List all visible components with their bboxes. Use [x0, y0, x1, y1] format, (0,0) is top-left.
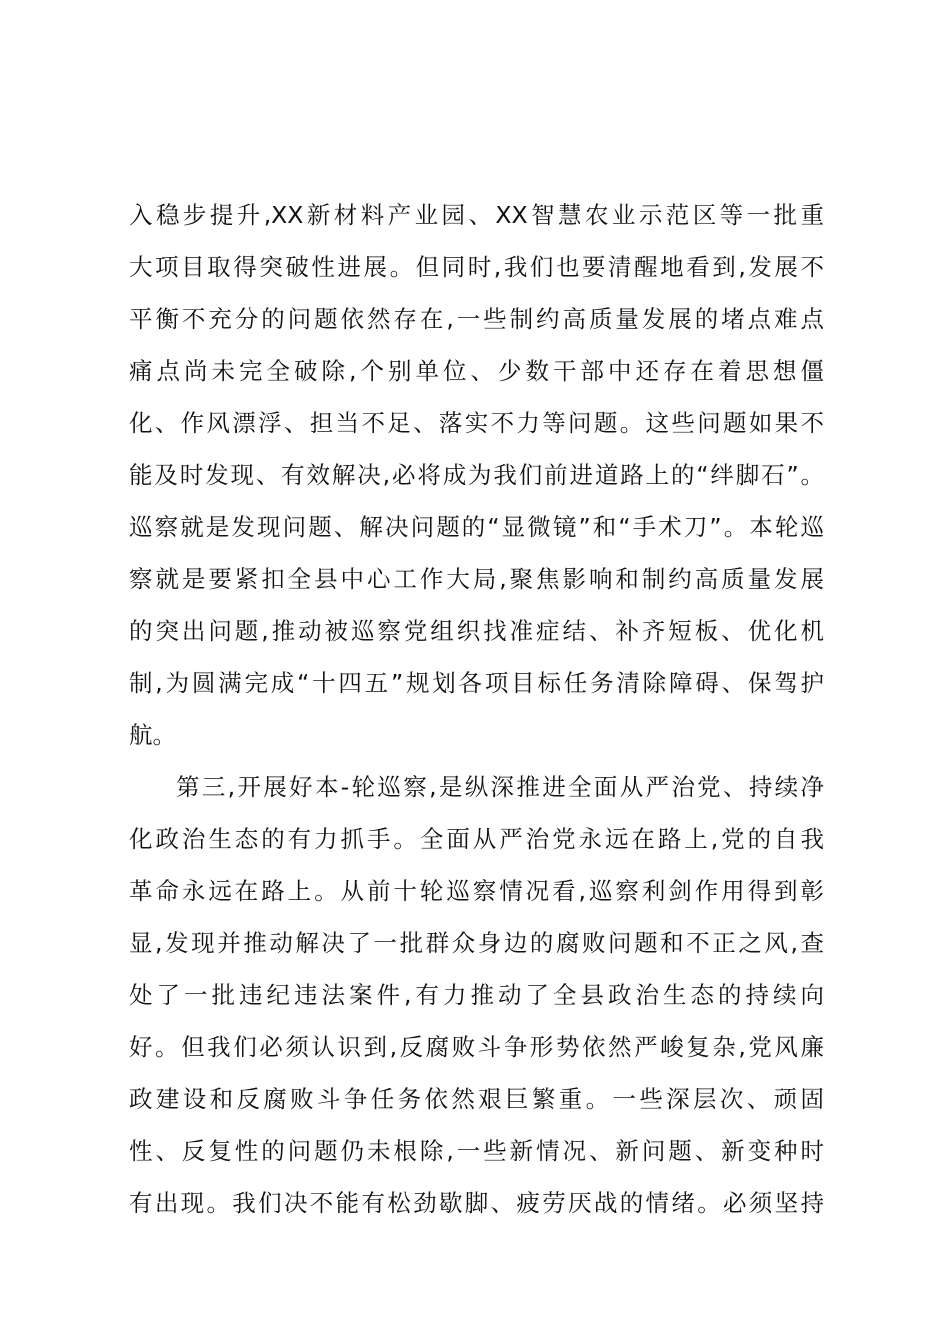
paragraph-first-line: 第三,开展好本-轮巡察,是纵深推进全面从严治党、持续净 — [176, 773, 824, 801]
text-line: 能及时发现、有效解决,必将成为我们前进道路上的“绊脚石”。 — [129, 461, 824, 489]
text-line: 化政治生态的有力抓手。全面从严治党永远在路上,党的自我 — [129, 825, 824, 853]
text-line: 察就是要紧扣全县中心工作大局,聚焦影响和制约高质量发展 — [129, 565, 824, 593]
text-line: 的突出问题,推动被巡察党组织找准症结、补齐短板、优化机 — [129, 617, 824, 645]
text-line: 入稳步提升,XX新材料产业园、XX智慧农业示范区等一批重 — [129, 201, 824, 229]
text-line: 好。但我们必须认识到,反腐败斗争形势依然严峻复杂,党风廉 — [129, 1033, 824, 1061]
text-line: 处了一批违纪违法案件,有力推动了全县政治生态的持续向 — [129, 981, 824, 1009]
text-line: 航。 — [129, 721, 176, 749]
text-line: 制,为圆满完成“十四五”规划各项目标任务清除障碍、保驾护 — [129, 669, 824, 697]
text-line: 平衡不充分的问题依然存在,一些制约高质量发展的堵点难点 — [129, 305, 824, 333]
text-line: 化、作风漂浮、担当不足、落实不力等问题。这些问题如果不 — [129, 409, 824, 437]
text-line: 大项目取得突破性进展。但同时,我们也要清醒地看到,发展不 — [129, 253, 824, 281]
text-line: 痛点尚未完全破除,个别单位、少数干部中还存在着思想僵 — [129, 357, 824, 385]
text-line: 有出现。我们决不能有松劲歇脚、疲劳厌战的情绪。必须坚持 — [129, 1189, 824, 1217]
text-line: 性、反复性的问题仍未根除,一些新情况、新问题、新变种时 — [129, 1137, 824, 1165]
text-line: 政建设和反腐败斗争任务依然艰巨繁重。一些深层次、顽固 — [129, 1085, 824, 1113]
text-line: 巡察就是发现问题、解决问题的“显微镜”和“手术刀”。本轮巡 — [129, 513, 824, 541]
text-line: 革命永远在路上。从前十轮巡察情况看,巡察利剑作用得到彰 — [129, 877, 824, 905]
text-line: 显,发现并推动解决了一批群众身边的腐败问题和不正之风,查 — [129, 929, 824, 957]
